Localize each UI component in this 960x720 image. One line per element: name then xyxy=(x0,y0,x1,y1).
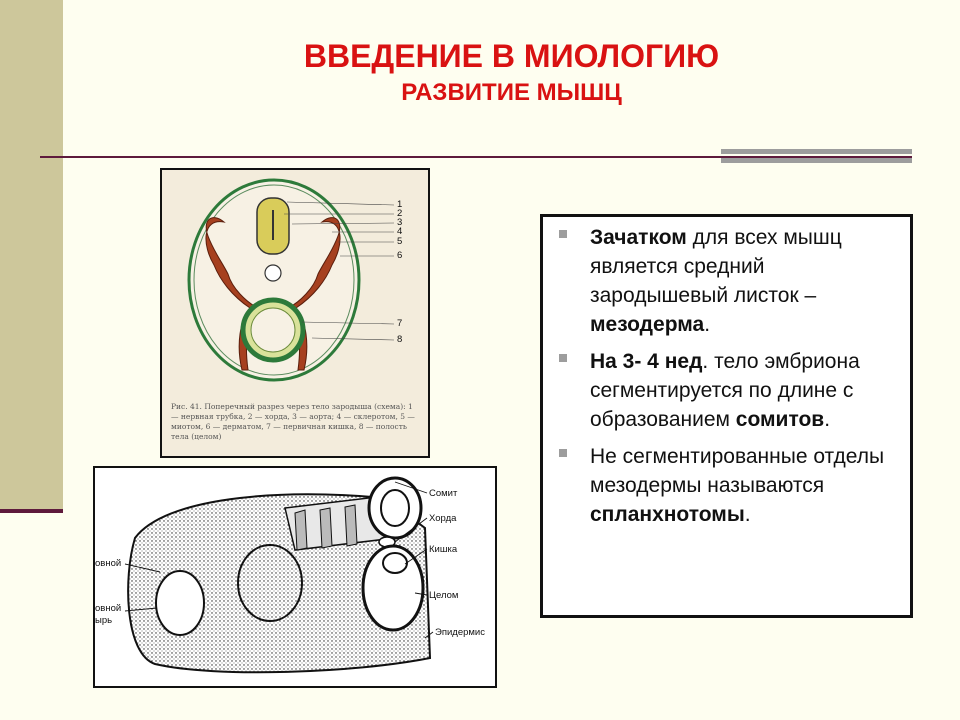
label-celom: Целом xyxy=(429,590,459,601)
title-block xyxy=(63,36,960,108)
bullet-text-2: На 3- 4 нед. тело эмбриона сегментируется по длине с образованием сомитов. xyxy=(590,350,860,431)
figure-caption: Рис. 41. Поперечный разрез через тело зародыша (схема): 1 — нервная трубка, 2 — хорда, 3 — аорта; 4 — склеротом, 5 — миотом, 6 — дерматом, 7 — первичная кишка, 8 — полость тела (целом) xyxy=(171,402,415,441)
chorda xyxy=(265,265,281,281)
label-epidermis: Эпидермис xyxy=(435,627,485,638)
label-chorda: Хорда xyxy=(429,513,457,524)
bullet-square-icon xyxy=(559,354,567,362)
bullet-item-2 xyxy=(557,347,898,434)
slide-subtitle: РАЗВИТИЕ МЫШЦ xyxy=(401,79,622,106)
figure-number-4: 4 xyxy=(397,226,403,237)
bullet-item-3 xyxy=(557,442,898,529)
cross-section-drawing xyxy=(162,170,428,400)
somite-drawing xyxy=(95,468,495,686)
somite-ring-inner xyxy=(381,490,409,526)
figure-number-3: 3 xyxy=(397,217,403,228)
left-decorative-band xyxy=(0,0,63,512)
bullet-item-1 xyxy=(557,223,898,339)
label-somit: Сомит xyxy=(429,488,458,499)
bullet-text-1: Зачатком для всех мышц является средний зародышевый листок – мезодерма. xyxy=(590,226,842,336)
somite-segments xyxy=(295,505,357,550)
heart-bulge xyxy=(156,571,204,635)
left-band-edge xyxy=(0,509,63,513)
bullet-square-icon xyxy=(559,449,567,457)
figure-number-5: 5 xyxy=(397,236,403,247)
slide-title: ВВЕДЕНИЕ В МИОЛОГИЮ xyxy=(303,38,720,74)
figure-number-2: 2 xyxy=(397,208,403,219)
figure-number-6: 6 xyxy=(397,250,403,261)
figure-number-8: 8 xyxy=(397,334,403,345)
label-left-2b: ырь xyxy=(95,615,113,626)
title-rule-accent xyxy=(721,149,912,163)
embryo-cross-section-figure xyxy=(160,168,430,458)
label-left-1: овной xyxy=(95,558,122,569)
bullet-text-box xyxy=(540,214,913,618)
label-left-2a: овной xyxy=(95,603,122,614)
embryo-somite-figure xyxy=(93,466,497,688)
gut-section xyxy=(383,553,407,573)
gut-lumen xyxy=(251,308,295,352)
figure-number-1: 1 xyxy=(397,199,403,210)
bullet-square-icon xyxy=(559,230,567,238)
label-kishka: Кишка xyxy=(429,544,458,555)
bullet-text-3: Не сегментированные отделы мезодермы называются спланхнотомы. xyxy=(590,445,885,526)
figure-number-7: 7 xyxy=(397,318,403,329)
limb-bud xyxy=(238,545,302,621)
